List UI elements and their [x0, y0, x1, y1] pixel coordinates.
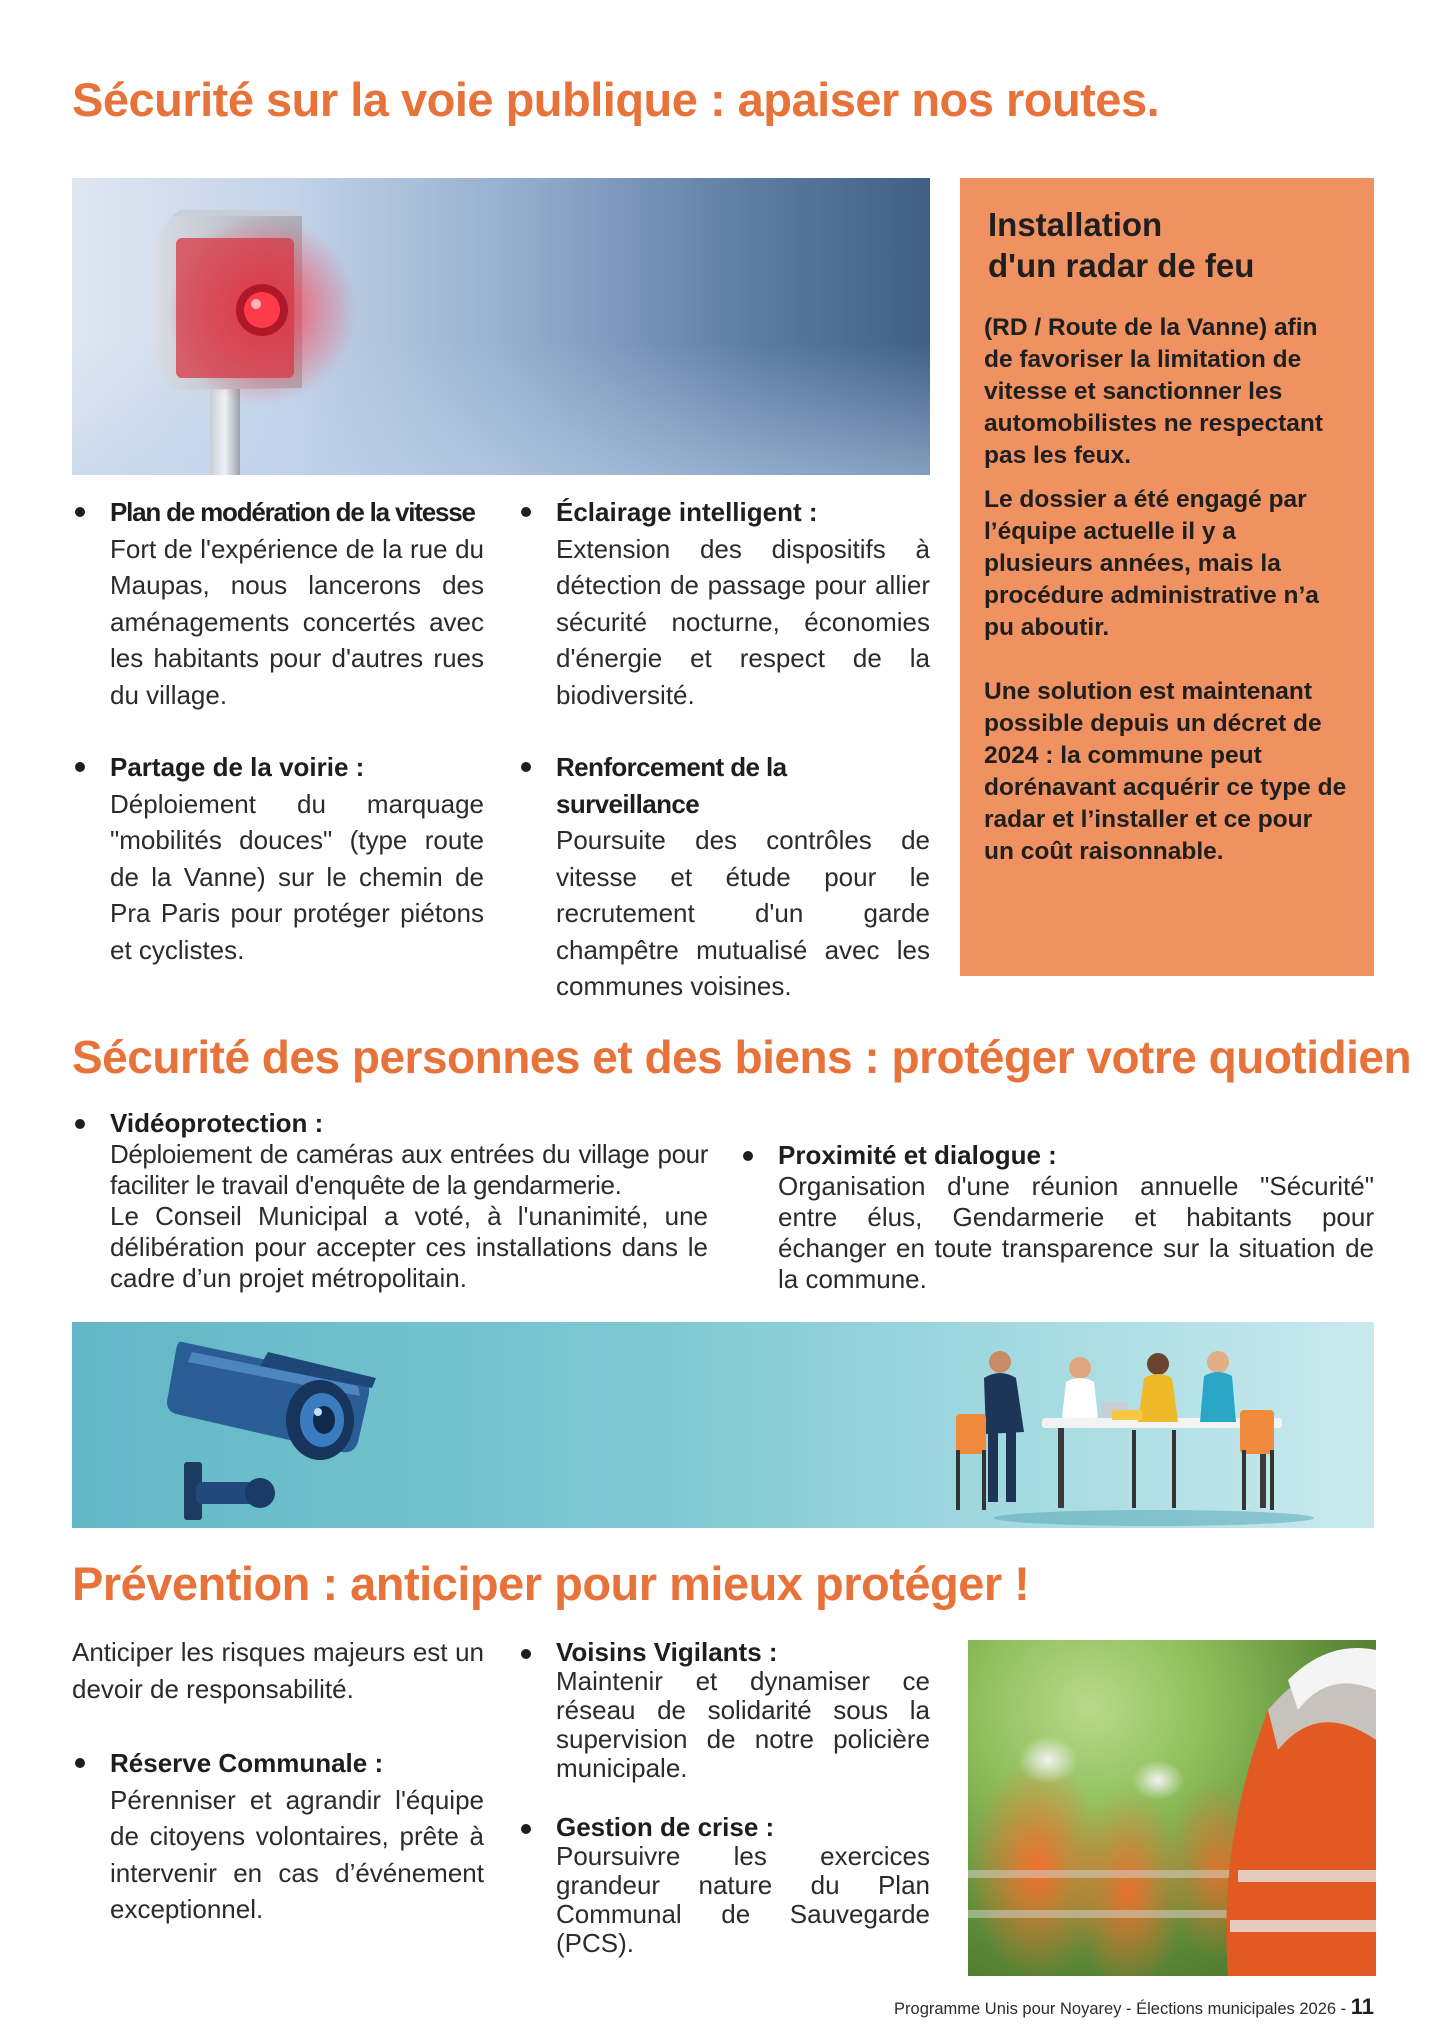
section1-left-column — [72, 494, 484, 968]
item-title: Partage de la voirie : — [110, 752, 365, 782]
item-text: Le Conseil Municipal a voté, à l'unanimité, une délibération pour accepter ces installations dans le cadre d’un projet métropolitain. — [110, 1201, 708, 1293]
page-number: 11 — [1350, 1994, 1374, 2019]
item-title: Réserve Communale : — [110, 1748, 384, 1778]
box-paragraph: Le dossier a été engagé par l’équipe actuelle il y a plusieurs années, mais la procédure administrative n’a pu aboutir. — [984, 486, 1319, 641]
list-item — [518, 1638, 930, 1783]
radar-image — [72, 178, 930, 475]
box-title-line2: d'un radar de feu — [988, 247, 1255, 284]
page-footer — [894, 1994, 1374, 2020]
list-item — [72, 1745, 484, 1928]
item-title: Proximité et dialogue : — [778, 1140, 1057, 1170]
box-paragraph: Une solution est maintenant possible depuis un décret de 2024 : la commune peut dorénavant acquérir ce type de radar et l’installer et ce pour un coût raisonnable. — [984, 678, 1347, 865]
section2-title: Sécurité des personnes et des biens : protéger votre quotidien — [72, 1031, 1412, 1083]
section1-title: Sécurité sur la voie publique : apaiser nos routes. — [72, 73, 1160, 126]
box-paragraph: (RD / Route de la Vanne) afin de favoriser la limitation de vitesse et sanctionner les automobilistes ne respectant pas les feux. — [984, 314, 1324, 469]
section2-left-column — [72, 1108, 708, 1294]
list-item — [72, 494, 484, 713]
item-text: Organisation d'une réunion annuelle "Sécurité" entre élus, Gendarmerie et habitants pour échanger en toute transparence sur la situation de la commune. — [778, 1171, 1374, 1294]
item-text: Déploiement du marquage "mobilités douces" (type route de la Vanne) sur le chemin de Pra Paris pour protéger piétons et cyclistes. — [110, 788, 484, 965]
rescue-workers-image — [968, 1640, 1376, 1976]
list-item — [72, 749, 484, 968]
item-text: Poursuivre les exercices grandeur nature du Plan Communal de Sauvegarde (PCS). — [556, 1841, 930, 1958]
section2-right-column — [740, 1140, 1374, 1295]
item-text: Déploiement de caméras aux entrées du village pour faciliter le travail d'enquête de la gendarmerie. — [110, 1139, 708, 1200]
item-title: Gestion de crise : — [556, 1812, 775, 1842]
radar-info-box — [960, 178, 1374, 976]
security-banner-image — [72, 1322, 1374, 1528]
item-text: Poursuite des contrôles de vitesse et étude pour le recrutement d'un garde champêtre mutualisé avec les communes voisines. — [556, 825, 930, 1001]
box-title — [984, 204, 1348, 286]
item-text: Fort de l'expérience de la rue du Maupas, nous lancerons des aménagements concertés avec les habitants pour d'autres rues du village. — [110, 533, 484, 710]
list-item — [518, 1813, 930, 1958]
item-title: Renforcement de la surveillance — [556, 752, 787, 819]
item-title: Vidéoprotection : — [110, 1108, 324, 1138]
section3-title: Prévention : anticiper pour mieux protéger ! — [72, 1557, 1030, 1610]
section3-middle-column — [518, 1638, 930, 1958]
section3-left-column — [72, 1634, 484, 1928]
item-text: Extension des dispositifs à détection de passage pour allier sécurité nocturne, économies d'énergie et respect de la biodiversité. — [556, 533, 930, 710]
item-title: Plan de modération de la vitesse — [110, 497, 475, 527]
list-item — [518, 494, 930, 713]
list-item — [740, 1140, 1374, 1295]
item-text: Pérenniser et agrandir l'équipe de citoyens volontaires, prête à intervenir en cas d’événement exceptionnel. — [110, 1784, 484, 1924]
footer-text: Programme Unis pour Noyarey - Élections municipales 2026 - — [894, 2000, 1351, 2018]
item-title: Éclairage intelligent : — [556, 497, 818, 527]
camera-icon — [167, 1342, 376, 1520]
list-item — [72, 1108, 708, 1294]
item-text: Maintenir et dynamiser ce réseau de solidarité sous la supervision de notre policière municipale. — [556, 1666, 930, 1783]
meeting-illustration — [956, 1351, 1314, 1526]
list-item — [518, 749, 930, 1005]
box-title-line1: Installation — [988, 206, 1163, 243]
intro-text: Anticiper les risques majeurs est un devoir de responsabilité. — [72, 1637, 484, 1704]
section1-middle-column — [518, 494, 930, 1005]
item-title: Voisins Vigilants : — [556, 1637, 778, 1667]
